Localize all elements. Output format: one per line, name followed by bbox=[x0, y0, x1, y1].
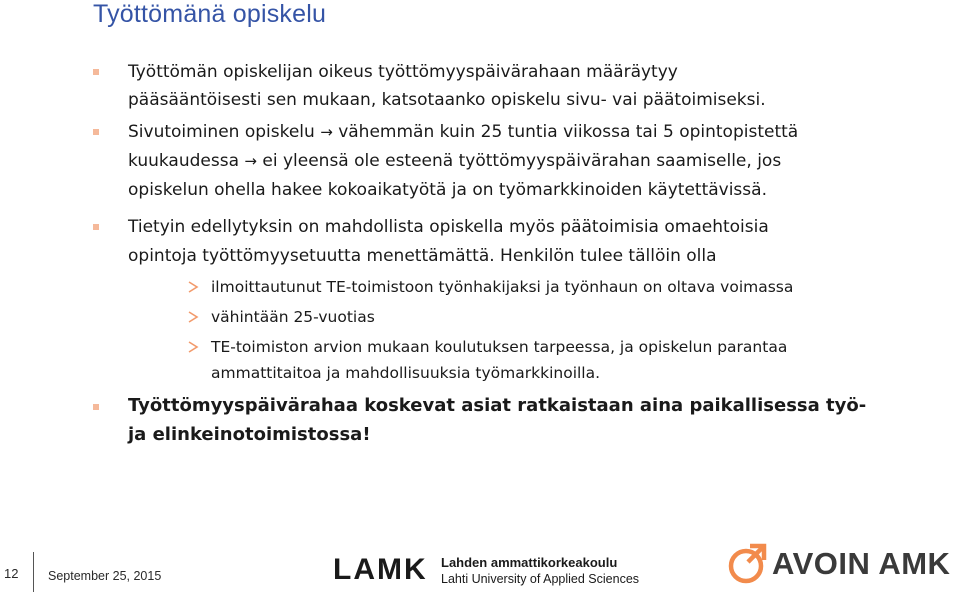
bullet-3-line-2: opintoja työttömyysetuutta menettämättä. Henkilön tulee tällöin olla bbox=[128, 246, 717, 266]
square-bullet-icon bbox=[93, 224, 99, 230]
arrow-right-icon: → bbox=[320, 123, 333, 141]
bullet-2-line-2 bbox=[128, 147, 918, 176]
subitem-1: ilmoittautunut TE-toimistoon työnhakijaksi ja työnhaun on oltava voimassa bbox=[211, 278, 794, 296]
bullet-2-term: Sivutoiminen opiskelu bbox=[128, 122, 315, 142]
bullet-4-line-2: ja elinkeinotoimistossa! bbox=[128, 424, 371, 445]
bullet-2-text: vähemmän kuin 25 tuntia viikossa tai 5 opintopistettä bbox=[338, 122, 799, 142]
chevron-right-icon bbox=[187, 281, 199, 293]
chevron-right-icon bbox=[187, 311, 199, 323]
bullet-1-line-1: Työttömän opiskelijan oikeus työttömyyspäivärahaan määräytyy bbox=[128, 62, 678, 82]
avoin-amk-logo-icon bbox=[726, 542, 768, 586]
lamk-logo-wordmark: LAMK bbox=[333, 553, 428, 586]
arrow-right-icon: → bbox=[244, 152, 257, 170]
lamk-name-en: Lahti University of Applied Sciences bbox=[441, 572, 640, 586]
square-bullet-icon bbox=[93, 404, 99, 410]
subitem-3-line-2: ammattitaitoa ja mahdollisuuksia työmarkkinoilla. bbox=[211, 364, 601, 382]
bullet-2-text-2: ei yleensä ole esteenä työttömyyspäivärahan saamiselle, jos bbox=[262, 151, 782, 171]
bullet-3-line-1: Tietyin edellytyksin on mahdollista opiskella myös päätoimisia omaehtoisia bbox=[128, 217, 769, 237]
square-bullet-icon bbox=[93, 69, 99, 75]
bullet-1-line-2: pääsääntöisesti sen mukaan, katsotaanko opiskelu sivu- vai päätoimiseksi. bbox=[128, 90, 766, 110]
footer-divider bbox=[33, 552, 34, 592]
page-number: 12 bbox=[4, 566, 19, 581]
footer-date: September 25, 2015 bbox=[48, 569, 162, 583]
square-bullet-icon bbox=[93, 129, 99, 135]
chevron-right-icon bbox=[187, 341, 199, 353]
bullet-2-line-3: opiskelun ohella hakee kokoaikatyötä ja on työmarkkinoiden käytettävissä. bbox=[128, 180, 767, 200]
avoin-amk-logo-text: AVOIN AMK bbox=[772, 546, 951, 581]
bullet-4-line-1: Työttömyyspäivärahaa koskevat asiat ratkaistaan aina paikallisessa työ- bbox=[128, 395, 867, 416]
subitem-2: vähintään 25-vuotias bbox=[211, 308, 375, 326]
slide-title: Työttömänä opiskelu bbox=[93, 0, 327, 28]
bullet-2-term-2: kuukaudessa bbox=[128, 151, 239, 171]
lamk-name-fi: Lahden ammattikorkeakoulu bbox=[441, 555, 618, 570]
bullet-2-line-1 bbox=[128, 118, 918, 147]
subitem-3-line-1: TE-toimiston arvion mukaan koulutuksen tarpeessa, ja opiskelun parantaa bbox=[211, 338, 788, 356]
